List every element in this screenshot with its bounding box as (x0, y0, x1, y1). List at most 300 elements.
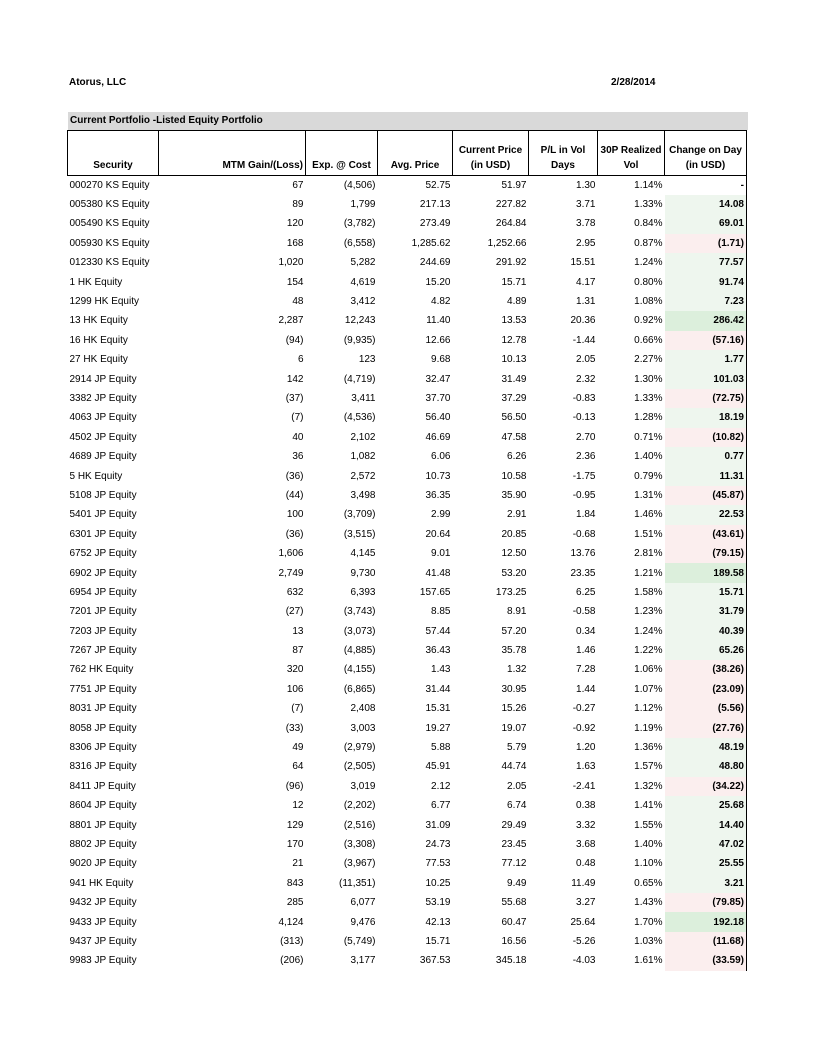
exp-cost-cell: 4,145 (350, 548, 376, 560)
pl-vol-days-cell: -0.58 (572, 606, 596, 618)
change-on-day-cell: 91.74 (665, 272, 747, 291)
avg-price-cell: 56.40 (425, 412, 451, 424)
realized-vol-cell: 1.40% (634, 838, 663, 850)
pl-vol-days-cell: 25.64 (570, 916, 596, 928)
pl-vol-days-cell: 0.34 (576, 625, 596, 637)
pl-vol-days-cell: -0.95 (572, 489, 596, 501)
table-row (68, 505, 747, 524)
realized-vol-cell: 1.41% (634, 800, 663, 812)
pl-vol-days-cell: 15.51 (570, 257, 596, 269)
security-cell: 7267 JP Equity (69, 645, 137, 657)
realized-vol-cell: 1.08% (634, 296, 663, 308)
mtm-cell: (44) (285, 489, 304, 501)
mtm-cell: 4,124 (278, 916, 304, 928)
realized-vol-cell: 1.36% (634, 742, 663, 754)
current-price-cell: 19.07 (501, 722, 527, 734)
current-price-cell: 264.84 (495, 218, 527, 230)
pl-vol-days-cell: 1.63 (576, 761, 596, 773)
current-price-cell: 30.95 (501, 683, 527, 695)
col-avg-price-header: Avg. Price (378, 131, 453, 176)
avg-price-cell: 31.44 (425, 683, 451, 695)
mtm-cell: 36 (292, 451, 304, 463)
security-cell: 9020 JP Equity (69, 858, 137, 870)
table-row (68, 757, 747, 776)
avg-price-cell: 217.13 (419, 199, 451, 211)
avg-price-cell: 24.73 (425, 838, 451, 850)
exp-cost-cell: 1,799 (350, 199, 376, 211)
avg-price-cell: 41.48 (425, 567, 451, 579)
table-row (68, 176, 747, 195)
mtm-cell: 142 (286, 373, 304, 385)
security-cell: 9437 JP Equity (69, 935, 137, 947)
exp-cost-cell: (4,536) (343, 412, 376, 424)
security-cell: 7203 JP Equity (69, 625, 137, 637)
pl-vol-days-cell: 11.49 (571, 877, 596, 889)
pl-vol-days-cell: -0.13 (572, 412, 596, 424)
realized-vol-cell: 1.70% (634, 916, 663, 928)
realized-vol-cell: 1.33% (634, 392, 663, 404)
current-price-cell: 77.12 (501, 858, 527, 870)
change-on-day-cell: 31.79 (665, 602, 747, 621)
security-cell: 16 HK Equity (69, 334, 128, 346)
security-cell: 4063 JP Equity (69, 412, 137, 424)
realized-vol-cell: 1.21% (634, 567, 663, 579)
current-price-cell: 1,252.66 (487, 237, 527, 249)
table-row (68, 718, 747, 737)
change-on-day-cell: - (665, 176, 747, 195)
mtm-cell: 170 (286, 838, 304, 850)
pl-vol-days-cell: 2.32 (576, 373, 596, 385)
avg-price-cell: 77.53 (425, 858, 451, 870)
pl-vol-days-cell: -0.92 (572, 722, 596, 734)
exp-cost-cell: 3,177 (350, 955, 376, 967)
mtm-cell: 67 (292, 179, 304, 191)
avg-price-cell: 19.27 (425, 722, 451, 734)
change-on-day-cell: (72.75) (665, 389, 747, 408)
table-row (68, 350, 747, 369)
current-price-cell: 6.74 (507, 800, 527, 812)
realized-vol-cell: 1.19% (634, 722, 663, 734)
avg-price-cell: 9.68 (431, 354, 451, 366)
exp-cost-cell: 1,082 (350, 451, 376, 463)
pl-vol-days-cell: 0.38 (576, 800, 596, 812)
security-cell: 7751 JP Equity (69, 683, 137, 695)
security-cell: 1299 HK Equity (69, 296, 139, 308)
pl-vol-days-cell: 2.36 (576, 451, 596, 463)
avg-price-cell: 52.75 (425, 179, 451, 191)
current-price-cell: 47.58 (501, 431, 527, 443)
avg-price-cell: 15.71 (425, 935, 451, 947)
change-on-day-cell: 1.77 (665, 350, 747, 369)
avg-price-cell: 36.43 (425, 645, 451, 657)
avg-price-cell: 36.35 (425, 489, 451, 501)
exp-cost-cell: (3,967) (343, 858, 376, 870)
col-security-header: Security (68, 131, 159, 176)
pl-vol-days-cell: 3.71 (576, 199, 596, 211)
current-price-cell: 10.13 (501, 354, 527, 366)
realized-vol-cell: 1.57% (634, 761, 663, 773)
mtm-cell: (206) (280, 955, 304, 967)
security-cell: 2914 JP Equity (69, 373, 137, 385)
security-cell: 8031 JP Equity (69, 703, 137, 715)
security-cell: 1 HK Equity (69, 276, 123, 288)
realized-vol-cell: 1.58% (634, 586, 663, 598)
exp-cost-cell: (3,073) (343, 625, 376, 637)
security-cell: 8802 JP Equity (69, 838, 137, 850)
pl-vol-days-cell: 2.05 (576, 354, 596, 366)
col-current-price-header: Current Price (in USD) (453, 131, 529, 176)
avg-price-cell: 4.82 (431, 296, 451, 308)
current-price-cell: 57.20 (501, 625, 527, 637)
realized-vol-cell: 1.07% (634, 683, 663, 695)
current-price-cell: 8.91 (507, 606, 527, 618)
mtm-cell: 64 (292, 761, 304, 773)
mtm-cell: 40 (292, 431, 304, 443)
pl-vol-days-cell: -1.75 (572, 470, 596, 482)
table-row (68, 893, 747, 912)
current-price-cell: 29.49 (501, 819, 527, 831)
avg-price-cell: 53.19 (425, 897, 451, 909)
mtm-cell: (36) (285, 528, 304, 540)
change-on-day-cell: (79.15) (665, 544, 747, 563)
security-cell: 012330 KS Equity (69, 257, 150, 269)
security-cell: 4689 JP Equity (69, 451, 137, 463)
col-exp-cost-header: Exp. @ Cost (306, 131, 378, 176)
table-row (68, 234, 747, 253)
exp-cost-cell: (2,516) (343, 819, 376, 831)
table-row (68, 912, 747, 931)
exp-cost-cell: (9,935) (343, 334, 376, 346)
pl-vol-days-cell: -4.03 (572, 955, 596, 967)
security-cell: 941 HK Equity (69, 877, 134, 889)
exp-cost-cell: (2,979) (343, 742, 376, 754)
col-pl-vol-days-header: P/L in Vol Days (529, 131, 598, 176)
pl-vol-days-cell: -0.83 (572, 392, 596, 404)
avg-price-cell: 31.09 (425, 819, 451, 831)
change-on-day-cell: 14.08 (665, 195, 747, 214)
security-cell: 8306 JP Equity (69, 742, 137, 754)
security-cell: 3382 JP Equity (69, 392, 137, 404)
change-on-day-cell: 25.55 (665, 854, 747, 873)
pl-vol-days-cell: -1.44 (572, 334, 596, 346)
avg-price-cell: 11.40 (426, 315, 451, 327)
mtm-cell: (94) (285, 334, 304, 346)
change-on-day-cell: (43.61) (665, 525, 747, 544)
realized-vol-cell: 0.87% (634, 237, 663, 249)
change-on-day-cell: (27.76) (665, 718, 747, 737)
exp-cost-cell: (4,506) (343, 179, 376, 191)
table-row (68, 447, 747, 466)
security-cell: 9433 JP Equity (69, 916, 137, 928)
table-row (68, 311, 747, 330)
avg-price-cell: 2.12 (431, 780, 451, 792)
current-price-cell: 13.53 (501, 315, 527, 327)
change-on-day-cell: 3.21 (665, 874, 747, 893)
portfolio-table (67, 130, 747, 971)
current-price-cell: 16.56 (501, 935, 527, 947)
mtm-cell: (96) (285, 780, 304, 792)
realized-vol-cell: 1.14% (634, 179, 663, 191)
table-header-row (68, 131, 747, 176)
pl-vol-days-cell: 1.44 (576, 683, 596, 695)
table-row (68, 331, 747, 350)
change-on-day-cell: 15.71 (665, 583, 747, 602)
table-row (68, 486, 747, 505)
exp-cost-cell: (4,885) (343, 645, 376, 657)
pl-vol-days-cell: 1.46 (576, 645, 596, 657)
mtm-cell: 320 (286, 664, 304, 676)
avg-price-cell: 273.49 (419, 218, 451, 230)
mtm-cell: 13 (292, 625, 304, 637)
table-row (68, 369, 747, 388)
security-cell: 8316 JP Equity (69, 761, 137, 773)
security-cell: 7201 JP Equity (69, 606, 137, 618)
pl-vol-days-cell: -2.41 (572, 780, 596, 792)
exp-cost-cell: 5,282 (350, 257, 376, 269)
change-on-day-cell: (5.56) (665, 699, 747, 718)
change-on-day-cell: (38.26) (665, 660, 747, 679)
mtm-cell: 87 (292, 645, 304, 657)
change-on-day-cell: 11.31 (665, 466, 747, 485)
realized-vol-cell: 0.65% (634, 877, 663, 889)
pl-vol-days-cell: 1.30 (576, 179, 596, 191)
exp-cost-cell: 2,408 (350, 703, 376, 715)
table-row (68, 738, 747, 757)
security-cell: 4502 JP Equity (69, 431, 137, 443)
pl-vol-days-cell: 20.36 (570, 315, 596, 327)
exp-cost-cell: (2,202) (343, 800, 376, 812)
mtm-cell: (7) (291, 412, 304, 424)
realized-vol-cell: 1.55% (634, 819, 663, 831)
table-row (68, 699, 747, 718)
security-cell: 6301 JP Equity (69, 528, 137, 540)
change-on-day-cell: (57.16) (665, 331, 747, 350)
mtm-cell: (36) (285, 470, 304, 482)
change-on-day-cell: (45.87) (665, 486, 747, 505)
mtm-cell: 2,749 (278, 567, 304, 579)
mtm-cell: 6 (297, 354, 304, 366)
realized-vol-cell: 0.80% (634, 276, 663, 288)
table-row (68, 583, 747, 602)
realized-vol-cell: 0.71% (634, 431, 663, 443)
current-price-cell: 6.26 (507, 451, 527, 463)
mtm-cell: 154 (286, 276, 304, 288)
realized-vol-cell: 1.23% (634, 606, 663, 618)
security-cell: 005380 KS Equity (69, 199, 150, 211)
mtm-cell: 632 (286, 586, 304, 598)
pl-vol-days-cell: 13.76 (570, 548, 596, 560)
security-cell: 9983 JP Equity (69, 955, 137, 967)
mtm-cell: (33) (285, 722, 304, 734)
security-cell: 13 HK Equity (69, 315, 128, 327)
table-row (68, 408, 747, 427)
mtm-cell: 129 (286, 819, 304, 831)
realized-vol-cell: 0.79% (634, 470, 663, 482)
realized-vol-cell: 1.22% (634, 645, 663, 657)
current-price-cell: 15.26 (501, 703, 527, 715)
table-row (68, 214, 747, 233)
security-cell: 8411 JP Equity (69, 780, 136, 792)
report-date: 2/28/2014 (611, 77, 656, 88)
exp-cost-cell: (5,749) (343, 935, 376, 947)
change-on-day-cell: 22.53 (665, 505, 747, 524)
exp-cost-cell: 3,411 (351, 392, 376, 404)
exp-cost-cell: (3,709) (343, 509, 376, 521)
security-cell: 005490 KS Equity (69, 218, 150, 230)
avg-price-cell: 37.70 (425, 392, 451, 404)
table-row (68, 428, 747, 447)
change-on-day-cell: 14.40 (665, 815, 747, 834)
security-cell: 8801 JP Equity (69, 819, 137, 831)
current-price-cell: 10.58 (501, 470, 527, 482)
mtm-cell: 100 (286, 509, 304, 521)
security-cell: 6902 JP Equity (69, 567, 137, 579)
change-on-day-cell: 192.18 (665, 912, 747, 931)
mtm-cell: 168 (286, 237, 304, 249)
change-on-day-cell: 0.77 (665, 447, 747, 466)
exp-cost-cell: (11,351) (338, 877, 376, 889)
exp-cost-cell: 3,498 (350, 489, 376, 501)
realized-vol-cell: 1.32% (634, 780, 663, 792)
current-price-cell: 35.78 (501, 645, 527, 657)
current-price-cell: 44.74 (501, 761, 527, 773)
current-price-cell: 2.05 (507, 780, 527, 792)
pl-vol-days-cell: -5.26 (572, 935, 596, 947)
current-price-cell: 60.47 (501, 916, 527, 928)
exp-cost-cell: (3,743) (343, 606, 376, 618)
avg-price-cell: 367.53 (419, 955, 451, 967)
table-row (68, 389, 747, 408)
current-price-cell: 173.25 (495, 586, 527, 598)
current-price-cell: 12.50 (501, 548, 527, 560)
realized-vol-cell: 1.28% (634, 412, 663, 424)
table-row (68, 253, 747, 272)
table-row (68, 641, 747, 660)
exp-cost-cell: 12,243 (344, 315, 376, 327)
security-cell: 5 HK Equity (69, 470, 123, 482)
security-cell: 5108 JP Equity (69, 489, 137, 501)
exp-cost-cell: 9,476 (350, 916, 376, 928)
exp-cost-cell: 2,572 (350, 470, 376, 482)
avg-price-cell: 2.99 (431, 509, 451, 521)
current-price-cell: 23.45 (501, 838, 527, 850)
table-row (68, 466, 747, 485)
avg-price-cell: 15.31 (425, 703, 451, 715)
avg-price-cell: 1,285.62 (411, 237, 451, 249)
table-row (68, 602, 747, 621)
change-on-day-cell: 47.02 (665, 835, 747, 854)
table-row (68, 195, 747, 214)
mtm-cell: (27) (285, 606, 304, 618)
col-mtm-header: MTM Gain/(Loss) (159, 131, 306, 176)
pl-vol-days-cell: 2.70 (576, 431, 596, 443)
realized-vol-cell: 1.03% (634, 935, 663, 947)
mtm-cell: 843 (286, 877, 304, 889)
pl-vol-days-cell: -0.68 (572, 528, 596, 540)
col-realized-vol-header: 30P Realized Vol (598, 131, 665, 176)
exp-cost-cell: (6,558) (343, 237, 376, 249)
change-on-day-cell: (79.85) (665, 893, 747, 912)
table-row (68, 525, 747, 544)
mtm-cell: 21 (292, 858, 304, 870)
change-on-day-cell: (10.82) (665, 428, 747, 447)
mtm-cell: 106 (286, 683, 304, 695)
current-price-cell: 1.32 (507, 664, 527, 676)
avg-price-cell: 157.65 (419, 586, 451, 598)
avg-price-cell: 244.69 (419, 257, 451, 269)
change-on-day-cell: 7.23 (665, 292, 747, 311)
realized-vol-cell: 1.61% (634, 955, 663, 967)
table-row (68, 621, 747, 640)
realized-vol-cell: 1.24% (634, 257, 663, 269)
change-on-day-cell: (33.59) (665, 951, 747, 970)
current-price-cell: 12.78 (501, 334, 527, 346)
exp-cost-cell: 6,077 (350, 897, 376, 909)
exp-cost-cell: 3,019 (350, 780, 376, 792)
current-price-cell: 55.68 (501, 897, 527, 909)
table-row (68, 932, 747, 951)
current-price-cell: 345.18 (495, 955, 527, 967)
realized-vol-cell: 1.33% (634, 199, 663, 211)
security-cell: 8604 JP Equity (69, 800, 137, 812)
security-cell: 000270 KS Equity (69, 179, 150, 191)
exp-cost-cell: 123 (358, 354, 376, 366)
mtm-cell: (37) (285, 392, 304, 404)
avg-price-cell: 1.43 (431, 664, 451, 676)
exp-cost-cell: 9,730 (350, 567, 376, 579)
current-price-cell: 227.82 (495, 199, 527, 211)
realized-vol-cell: 1.10% (634, 858, 663, 870)
change-on-day-cell: (11.68) (665, 932, 747, 951)
pl-vol-days-cell: 1.20 (576, 742, 596, 754)
change-on-day-cell: 18.19 (665, 408, 747, 427)
change-on-day-cell: (34.22) (665, 777, 747, 796)
pl-vol-days-cell: 7.28 (576, 664, 596, 676)
pl-vol-days-cell: 4.17 (576, 276, 596, 288)
avg-price-cell: 10.73 (425, 470, 451, 482)
security-cell: 6752 JP Equity (69, 548, 137, 560)
mtm-cell: 1,020 (278, 257, 304, 269)
realized-vol-cell: 1.24% (634, 625, 663, 637)
realized-vol-cell: 1.30% (634, 373, 663, 385)
realized-vol-cell: 1.06% (634, 664, 663, 676)
change-on-day-cell: 48.80 (665, 757, 747, 776)
exp-cost-cell: (3,308) (343, 838, 376, 850)
avg-price-cell: 6.77 (431, 800, 451, 812)
realized-vol-cell: 0.84% (634, 218, 663, 230)
table-row (68, 951, 747, 970)
section-title: Current Portfolio -Listed Equity Portfolio (68, 112, 748, 130)
avg-price-cell: 10.25 (425, 877, 451, 889)
table-row (68, 874, 747, 893)
change-on-day-cell: 189.58 (665, 563, 747, 582)
table-row (68, 660, 747, 679)
table-row (68, 777, 747, 796)
table-body (68, 176, 747, 971)
avg-price-cell: 15.20 (425, 276, 451, 288)
table-row (68, 796, 747, 815)
current-price-cell: 5.79 (507, 742, 527, 754)
avg-price-cell: 6.06 (431, 451, 451, 463)
realized-vol-cell: 0.92% (634, 315, 663, 327)
mtm-cell: 285 (286, 897, 304, 909)
pl-vol-days-cell: 3.27 (576, 897, 596, 909)
company-name: Atorus, LLC (69, 77, 127, 88)
current-price-cell: 2.91 (507, 509, 527, 521)
security-cell: 9432 JP Equity (69, 897, 137, 909)
current-price-cell: 4.89 (507, 296, 527, 308)
mtm-cell: 48 (292, 296, 304, 308)
